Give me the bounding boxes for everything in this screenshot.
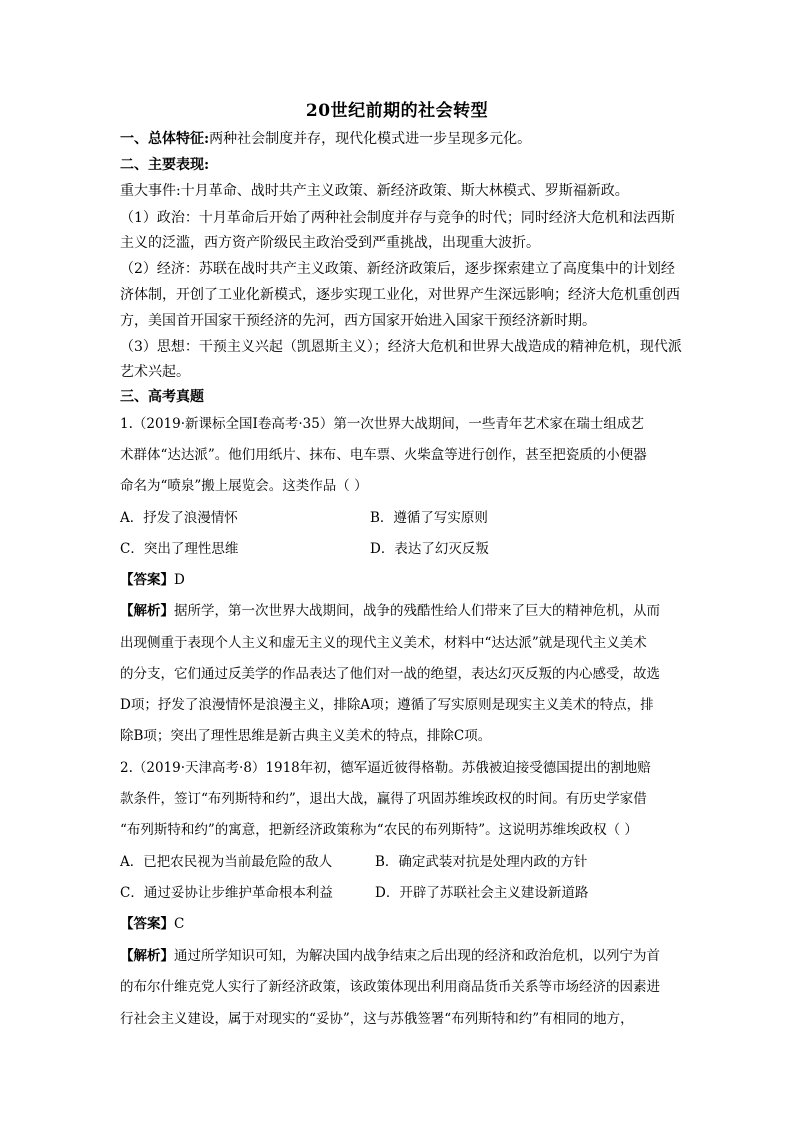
option-b: B．确定武装对抗是处理内政的方针 (375, 854, 588, 870)
option-b: B．遵循了写实原则 (370, 510, 488, 526)
text-line: （2）经济：苏联在战时共产主义政策、新经济政策后，逐步探索建立了高度集中的计划经 (120, 261, 675, 277)
section-heading: 一、总体特征: (120, 131, 210, 147)
question-2-text: “布列斯特和约”的寓意，把新经济政策称为“农民的布列斯特”。这说明苏维埃政权（ ） (120, 822, 638, 838)
text-line: 重大事件:十月革命、战时共产主义政策、新经济政策、斯大林模式、罗斯福新政。 (120, 183, 629, 199)
section-heading: 三、高考真题 (120, 389, 204, 405)
option-c: C．通过妥协让步维护革命根本利益 (120, 885, 333, 901)
answer-label: 【答案】 (120, 572, 174, 588)
answer (120, 570, 680, 590)
question-1-text: 术群体“达达派”。他们用纸片、抹布、电车票、火柴盒等进行创作，甚至把瓷质的小便器 (120, 447, 647, 463)
section-text: 两种社会制度并存，现代化模式进一步呈现多元化。 (209, 131, 532, 147)
answer-value: D (174, 572, 185, 588)
explanation-text: 行社会主义建设，属于对现实的“妥协”，这与苏俄签署“布列斯特和约”有相同的地方， (120, 1011, 634, 1027)
option-d: D．表达了幻灭反叛 (370, 541, 489, 557)
page-title: 20世纪前期的社会转型 (305, 101, 489, 121)
explanation-text: 出现侧重于表现个人主义和虚无主义的现代主义美术，材料中“达达派”就是现代主义美术 (120, 635, 647, 651)
explanation-text: 据所学，第一次世界大战期间，战争的残酷性给人们带来了巨大的精神危机，从而 (174, 603, 660, 619)
option-c: C．突出了理性思维 (120, 541, 239, 557)
option-a: A．已把农民视为当前最危险的敌人 (120, 854, 333, 870)
explanation-text: 的分支，它们通过反美学的作品表达了他们对一战的绝望，表达幻灭反叛的内心感受，故选 (120, 666, 660, 682)
explanation-text: 的布尔什维克党人实行了新经济政策，该政策体现出利用商品货币关系等市场经济的因素进 (120, 979, 660, 995)
section-heading: 二、主要表现: (120, 157, 210, 173)
explanation-text: D项；抒发了浪漫情怀是浪漫主义，排除A项；遵循了写实原则是现实主义美术的特点，排 (120, 697, 654, 713)
answer (120, 914, 680, 934)
answer-label: 【答案】 (120, 916, 174, 932)
explanation-label: 【解析】 (120, 948, 174, 964)
explanation (120, 946, 680, 966)
question-2-text: 2.（2019·天津高考·8）1918年初，德军逼近彼得格勒。苏俄被迫接受德国提出的割地赔 (120, 760, 651, 776)
question-2-text: 款条件，签订“布列斯特和约”，退出大战，赢得了巩固苏维埃政权的时间。有历史学家借 (120, 791, 647, 807)
text-line: （3）思想：干预主义兴起（凯恩斯主义）；经济大危机和世界大战造成的精神危机，现代派 (120, 339, 682, 355)
answer-value: C (174, 916, 185, 932)
option-a: A．抒发了浪漫情怀 (120, 510, 238, 526)
text-line: 方，美国首开国家干预经济的先河，西方国家开始进入国家干预经济新时期。 (120, 313, 596, 329)
text-line: 主义的泛滥，西方资产阶级民主政治受到严重挑战，出现重大波折。 (120, 235, 540, 251)
text-line: （1）政治：十月革命后开始了两种社会制度并存与竞争的时代；同时经济大危机和法西斯 (120, 210, 675, 226)
explanation-text: 通过所学知识可知，为解决国内战争结束之后出现的经济和政治危机，以列宁为首 (174, 948, 660, 964)
explanation-text: 除B项；突出了理性思维是新古典主义美术的特点，排除C项。 (120, 728, 492, 744)
section-overall-features (120, 129, 680, 149)
explanation-label: 【解析】 (120, 603, 174, 619)
text-line: 济体制，开创了工业化新模式，逐步实现工业化，对世界产生深远影响；经济大危机重创西 (120, 287, 680, 303)
option-d: D．开辟了苏联社会主义建设新道路 (375, 885, 589, 901)
question-1-text: 1.（2019·新课标全国Ⅰ卷高考·35）第一次世界大战期间，一些青年艺术家在瑞士组成艺 (120, 416, 644, 432)
explanation (120, 601, 680, 621)
question-1-text: 命名为“喷泉”搬上展览会。这类作品（ ） (120, 478, 368, 494)
text-line: 艺术兴起。 (120, 364, 190, 380)
